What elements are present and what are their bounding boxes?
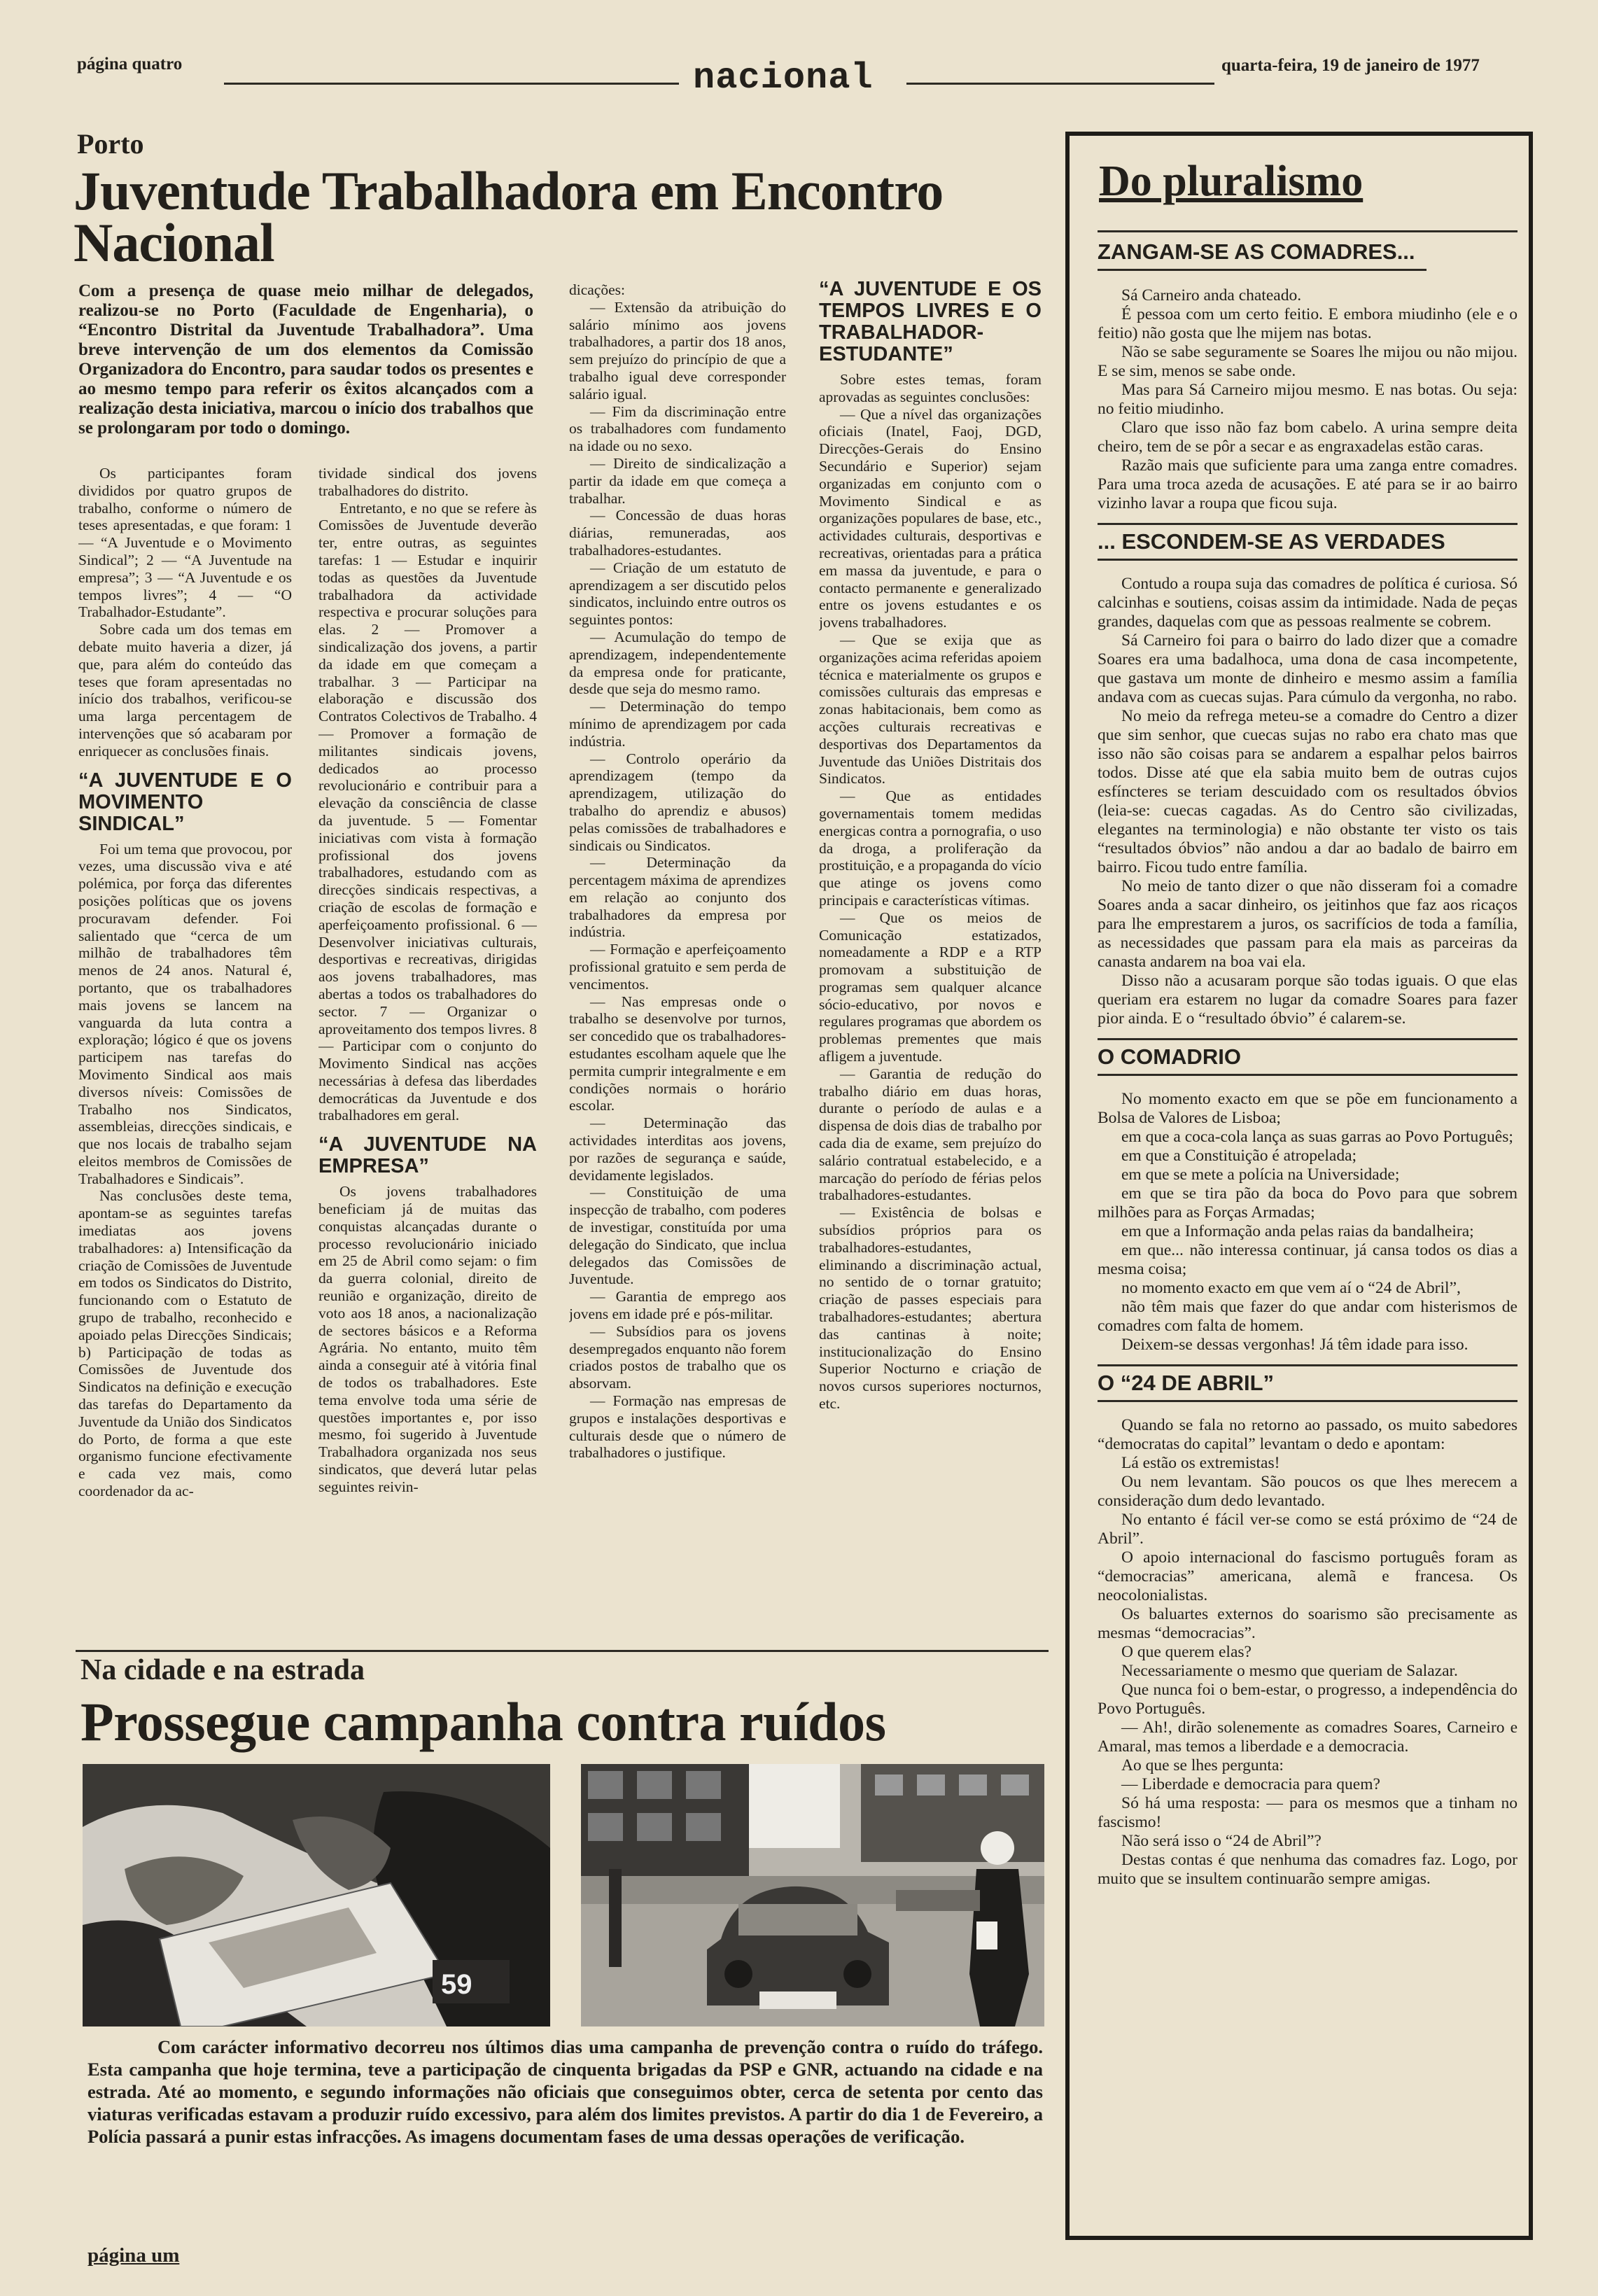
paragraph: — Formação e aperfeiçoamento profissional gratuito e sem perda de vencimentos. [569,941,786,993]
paragraph: Claro que isso não faz bom cabelo. A urina sempre deita cheiro, tem de se pôr a secar e as engraxadelas estão caras. [1098,419,1518,456]
article-divider [76,1650,1049,1652]
header-rule-left [224,83,679,85]
section-heading: ZANGAM-SE AS COMADRES... [1098,239,1415,264]
paragraph: em que se tira pão da boca do Povo para que sobrem milhões para as Forças Armadas; [1098,1184,1518,1222]
section-heading: O COMADRIO [1098,1044,1241,1069]
paragraph: Sobre cada um dos temas em debate muito haveria a dizer, já que, para além do conteúdo das teses que foram apresentadas no início dos trabalhos, verificou-se uma larga percentagem de intervenções que só acabaram por enriquecer as conclusões finais. [78,621,292,760]
paragraph: tividade sindical dos jovens trabalhadores do distrito. [318,465,537,499]
headline-line-1: Juventude Trabalhadora em Encontro [73,160,944,221]
paragraph: — Acumulação do tempo de aprendizagem, independentemente da empresa onde for praticante, desde que seja do mesmo ramo. [569,628,786,698]
paragraph: Os jovens trabalhadores beneficiam já de muitas das conquistas alcançadas durante o processo revolucionário iniciado em 25 de Abril como sejam: o fim da guerra colonial, direito de reunião e organização, direito de voto aos 18 anos, a nacionalização de sectores básicos e a Reforma Agrária. No entanto, muito têm ainda a conseguir até à vitória final de todos os trabalhadores. Este tema envolve toda uma série de questões importantes e, por isso mesmo, foi sugerido à Juventude Trabalhadora organizada nos seus sindicatos, que deverá lutar pelas seguintes reivin- [318,1183,537,1495]
paragraph: dicações: [569,281,625,298]
paragraph: Só há uma resposta: — para os mesmos que a tinham no fascismo! [1098,1794,1518,1831]
paragraph: No momento exacto em que se põe em funcionamento a Bolsa de Valores de Lisboa; [1098,1090,1518,1127]
paragraph: Os participantes foram divididos por quatro grupos de trabalho, conforme o número de teses apresentadas, e que foram: 1 — “A Juventude e o Movimento Sindical”; 2 — “A Juventude na empresa”; 3 — “A Juventude e os tempos livres”; 4 — “O Trabalhador-Estudante”. [78,465,292,621]
paragraph: — Determinação do tempo mínimo de aprendizagem por cada indústria. [569,698,786,750]
article-column-1 [78,465,292,1648]
paragraph: — Direito de sindicalização a partir da idade em que começa a trabalhar. [569,454,786,507]
photo-sound-meter [83,1764,550,2026]
paragraph: Sobre estes temas, foram aprovadas as seguintes conclusões: [819,371,1042,405]
issue-date: quarta-feira, 19 de janeiro de 1977 [1221,56,1480,75]
opinion-body [1098,239,1518,2229]
paragraph: em que a Informação anda pelas raias da bandalheira; [1121,1222,1474,1240]
section-text [1098,575,1518,1028]
section-title: nacional [693,57,874,99]
page-number: página quatro [77,55,183,74]
paragraph: Nas conclusões deste tema, apontam-se as seguintes tarefas imediatas aos jovens trabalhadores: a) Intensificação da criação de Comissões de Juventude em todos os Sindicatos do Distrito, funcionando com o Estatuto de grupo de trabalho, reconhecido e apoiado pelas Direcções Sindicais; b) Participação de todas as Comissões de Juventude dos Sindicatos na definição e execução das tarefas do Departamento da Juventude da União dos Sindicatos do Porto, de forma a que este organismo funcione efectivamente e cada vez mais, como coordenador da ac- [78,1187,292,1500]
section-rule [1098,523,1518,525]
paragraph: Necessariamente o mesmo que queriam de Salazar. [1121,1662,1458,1680]
paragraph: no momento exacto em que vem aí o “24 de Abril”, [1121,1279,1461,1297]
paragraph: Sá Carneiro anda chateado. [1121,286,1302,304]
paragraph: Lá estão os extremistas! [1121,1454,1280,1472]
paragraph: — Liberdade e democracia para quem? [1121,1775,1380,1793]
paragraph: Não se sabe seguramente se Soares lhe mijou ou não mijou. E se sim, menos se sabe onde. [1098,343,1518,380]
article-column-3 [569,281,786,1646]
headline-line-2: Nacional [73,212,274,273]
paragraph: Disso não a acusaram porque são todas iguais. O que elas queriam era estarem no lugar da comadre Soares para fazer pior ainda. E o “resultado óbvio” é calarem-se. [1098,972,1518,1028]
paragraph: Razão mais que suficiente para uma zanga entre comadres. Para uma troca azeda de acusações. E até para se ir ao bairro vizinho lavar a roupa que ficou suja. [1098,456,1518,512]
paragraph: — Que a nível das organizações oficiais (Inatel, Faoj, DGD, Direcções-Gerais do Ensino Secundário e Superior) sejam organizadas em conjunto com o Movimento Sindical e as organizações populares de base, etc., actividades culturais, desportivas e recreativas, orientadas para a prática em massa da juventude, e para o contacto permanente e generalizado entre os jovens estudantes e os jovens trabalhadores. [819,405,1042,631]
article-kicker: Porto [77,128,144,160]
paragraph: Entretanto, e no que se refere às Comissões de Juventude deverão ter, entre outras, as seguintes tarefas: 1 — Estudar e inquirir todas as questões da Juventude trabalhadora da actividade respectiva e procurar soluções para elas. 2 — Promover a sindicalização dos jovens, a partir da idade em que começam a trabalhar. 3 — Participar na elaboração e discussão dos Contratos Colectivos de Trabalho. 4 — Promover a formação de militantes sindicais jovens, dedicados ao processo revolucionário e contribuir para a elevação da consciência de classe da juventude. 5 — Fomentar iniciativas com vista à formação profissional dos jovens trabalhadores, estudando com as direcções sindicais respectivas, a criação de escolas de formação e aperfeiçoamento profissional. 6 — Desenvolver iniciativas culturais, desportivas e recreativas, dirigidas aos jovens trabalhadores, mas abertas a todos os trabalhadores do sector. 7 — Organizar o aproveitamento dos tempos livres. 8 — Participar com o conjunto do Movimento Sindical nas acções necessárias à defesa das liberdades democráticas da Juventude e dos trabalhadores em geral. [318,499,537,1124]
paragraph: Destas contas é que nenhuma das comadres faz. Logo, por muito que se insultem continuarão sempre amigas. [1098,1851,1518,1888]
paragraph: — Criação de um estatuto de aprendizagem a ser discutido pelos sindicatos, incluindo entre outros os seguintes pontos: [569,559,786,629]
section-text [1098,1416,1518,1889]
paragraph: — Que se exija que as organizações acima referidas apoiem técnica e materialmente os grupos e comissões culturais das empresas e zonas habitacionais, bem como as acções culturais recreativas e desportivas dos Departamentos da Juventude das Uniões Distritais dos Sindicatos. [819,631,1042,788]
title-rule [1098,230,1518,232]
opinion-title: Do pluralismo [1099,158,1364,205]
paragraph: O que querem elas? [1121,1643,1252,1661]
paragraph: Sá Carneiro foi para o bairro do lado dizer que a comadre Soares era uma badalhoca, uma dona de casa incompetente, que gastava um monte de dinheiro e mesmo assim a família andava com as cuecas sujas. Para cúmulo da vergonha, no rabo. [1098,631,1518,706]
paragraph: Que nunca foi o bem-estar, o progresso, a independência do Povo Português. [1098,1681,1518,1718]
paragraph: em que a coca-cola lança as suas garras ao Povo Português; [1121,1128,1513,1146]
paragraph: — Ah!, dirão solenemente as comadres Soares, Carneiro e Amaral, mas temos a liberdade e a democracia. [1098,1718,1518,1756]
paragraph: em que a Constituição é atropelada; [1121,1147,1357,1165]
paragraph: Os baluartes externos do soarismo são precisamente as mesmas “democracias”. [1098,1605,1518,1642]
paragraph: — Determinação da percentagem máxima de aprendizes em relação ao conjunto dos trabalhadores da empresa por indústria. [569,854,786,941]
article-headline [73,160,1053,273]
article-column-2 [318,465,537,1648]
paragraph: — Extensão da atribuição do salário mínimo aos jovens trabalhadores, a partir dos 18 anos, sem prejuízo do princípio de que a trabalho igual deve corresponder salário igual. [569,298,786,402]
photo-caption: Com carácter informativo decorreu nos últimos dias uma campanha de prevenção contra o ruído do tráfego. Esta campanha que hoje termina, teve a participação de cinquenta brigadas da PSP e GNR, actuando na cidade e na estrada. Até ao momento, e segundo informações não oficiais que conseguimos obter, cerca de setenta por cento das viaturas verificadas estavam a produzir ruído excessivo, para além dos limites previstos. A partir do dia 1 de Fevereiro, a Polícia passará a punir estas infracções. As imagens documentam fases de uma dessas operações de verificação. [87,2036,1043,2147]
paragraph: — Existência de bolsas e subsídios próprios para os trabalhadores-estudantes, eliminando a discriminação actual, no sentido de o tornar gratuito; criação de passes especiais para trabalhadores-estudantes; abertura das cantinas à noite; institucionalização do Ensino Superior Nocturno e criação de novos cursos superiores nocturnos, etc. [819,1204,1042,1413]
section-heading: ... ESCONDEM-SE AS VERDADES [1098,529,1445,554]
article2-headline: Prossegue campanha contra ruídos [80,1691,886,1752]
paragraph: — Garantia de emprego aos jovens em idade pré e pós-militar. [569,1288,786,1323]
paragraph: não têm mais que fazer do que andar com histerismos de comadres com falta de homem. [1098,1298,1518,1335]
paragraph: — Formação nas empresas de grupos e instalações desportivas e culturais desde que o número de trabalhadores o justifique. [569,1392,786,1462]
footer-page-ref: página um [87,2244,180,2267]
paragraph: — Que os meios de Comunicação estatizados, nomeadamente a RDP e a RTP promovam a substituição de programas sem qualquer alcance sócio-educativo, por novos e regulares programas que abordem os problemas prementes que mais afligem a juventude. [819,909,1042,1065]
paragraph: No meio de tanto dizer o que não disseram foi a comadre Soares anda a sacar dinheiro, os jeitinhos que faz aos ricaços para lhe emprestarem a juros, os sacrifícios de toda a família, as necessidades que passam para ela mais as parceiras da canasta andarem na boa vai ela. [1098,877,1518,971]
subheading: “A JUVENTUDE E OS TEMPOS LIVRES E O TRABALHADOR-ESTUDANTE” [819,279,1042,365]
subheading: “A JUVENTUDE E O MOVIMENTO SINDICAL” [78,769,292,835]
header-rule-right [906,83,1214,85]
paragraph: em que se mete a polícia na Universidade; [1121,1166,1400,1184]
article-lead: Com a presença de quase meio milhar de delegados, realizou-se no Porto (Faculdade de Engenharia), o “Encontro Distrital da Juventude Trabalhadora”. Uma breve intervenção de um dos elementos da Comissão Organizadora do Encontro, para saudar todos os presentes e ao mesmo tempo para referir os êxitos alcançados com a realização desta iniciativa, marcou o início dos trabalhos que se prolongaram por todo o domingo. [78,281,533,438]
paragraph: O apoio internacional do fascismo português foram as “democracias” americana, alemã e francesa. Os neocolonialistas. [1098,1548,1518,1604]
paragraph: Ou nem levantam. São poucos os que lhes merecem a consideração dum dedo levantado. [1098,1473,1518,1510]
paragraph: — Concessão de duas horas diárias, remuneradas, aos trabalhadores-estudantes. [569,507,786,559]
paragraph: — Garantia de redução do trabalho diário em duas horas, durante o período de aulas e a dispensa de dois dias de trabalho por cada dia de exame, sem prejuízo do salário contratual estabelecido, e a marcação do período de férias pelos trabalhadores-estudantes. [819,1065,1042,1204]
subheading: “A JUVENTUDE NA EMPRESA” [318,1133,537,1178]
paragraph: Não será isso o “24 de Abril”? [1121,1832,1322,1850]
paragraph: — Nas empresas onde o trabalho se desenvolve por turnos, ser concedido que os trabalhadores-estudantes escolham aquele que lhe permita cumprir integralmente e em condições normais o horário escolar. [569,993,786,1114]
paragraph: em que... não interessa continuar, já cansa todos os dias a mesma coisa; [1098,1241,1518,1278]
section-rule [1098,1364,1518,1366]
section-rule [1098,269,1427,271]
paragraph: Quando se fala no retorno ao passado, os muito sabedores “democratas do capital” levantam o dedo e apontam: [1098,1416,1518,1453]
paragraph: No entanto é fácil ver-se como se está próximo de “24 de Abril”. [1098,1511,1518,1548]
paragraph: Foi um tema que provocou, por vezes, uma discussão viva e até polémica, por força das diferentes posições políticas que os jovens procuravam defender. Foi salientado que “cerca de um milhão de trabalhadores têm menos de 24 anos. Natural é, portanto, que os trabalhadores mais jovens se lancem na vanguarda da luta contra a exploração; lógico é que os jovens participem nas tarefas do Movimento Sindical aos mais diversos níveis: Comissões de Trabalho nos Sindicatos, assembleias, direcções sindicais, e que nos locais de trabalho sejam eleitos membros de Comissões de Trabalhadores e Sindicais”. [78,840,292,1187]
paragraph: — Constituição de uma inspecção de trabalho, com poderes de investigar, constituída por uma delegação do Sindicato, que inclua delegados das Comissões de Juventude. [569,1184,786,1288]
meter-label: 59 [441,1969,472,2000]
paragraph: Mas para Sá Carneiro mijou mesmo. E nas botas. Ou seja: no feitio miudinho. [1098,381,1518,418]
paragraph: No meio da refrega meteu-se a comadre do Centro a dizer que sim senhor, que cuecas sujas no rabo era chato mas que isso não são coisas para se andarem a espalhar pelos bairros todos. Disse até que ela sabia muito bem de outras cujos esfíncteres se teriam descuidado com os resultados óbvios (leia-se: cuecas cagadas. As do Centro são civilizadas, elegantes na terminologia) e não obstante ter visto os tais “resultados óbvios” não andou a dar ao badalo de bairro em bairro. Ficou tudo entre família. [1098,707,1518,876]
article-column-4 [819,279,1042,1647]
paragraph: — Fim da discriminação entre os trabalhadores com fundamento na idade ou no sexo. [569,402,786,455]
paragraph: — Subsídios para os jovens desempregados enquanto não forem criados postos de trabalho que os absorvam. [569,1322,786,1392]
section-text [1098,286,1518,513]
section-heading: O “24 DE ABRIL” [1098,1371,1275,1395]
photo-street-inspection [581,1764,1044,2026]
paragraph: — Determinação das actividades interditas aos jovens, por razões de segurança e saúde, devidamente legislados. [569,1114,786,1184]
section-rule [1098,559,1518,561]
paragraph: Contudo a roupa suja das comadres de política é curiosa. Só calcinhas e soutiens, coisas assim da intimidade. Nada de peças grandes, daquelas com que as pessoas realmente se cobrem. [1098,575,1518,631]
article2-kicker: Na cidade e na estrada [80,1654,365,1686]
section-rule [1098,1400,1518,1402]
paragraph: — Controlo operário da aprendizagem (tempo da aprendizagem, utilização do trabalho do aprendiz e abusos) pelas comissões de trabalhadores e sindicais ou Sindicatos. [569,750,786,854]
section-rule [1098,1038,1518,1040]
paragraph: Deixem-se dessas vergonhas! Já têm idade para isso. [1121,1336,1469,1354]
paragraph: É pessoa com um certo feitio. E embora miudinho (ele e o feitio) não gosta que lhe mijem nas botas. [1098,305,1518,342]
paragraph: — Que as entidades governamentais tomem medidas energicas contra a pornografia, o uso da droga, a proliferação da prostituição, e a propaganda do vício que atinge os jovens como principais e características vítimas. [819,788,1042,909]
section-text [1098,1090,1518,1354]
opinion-box [1065,132,1533,2240]
section-rule [1098,1074,1518,1076]
paragraph: Ao que se lhes pergunta: [1121,1756,1284,1774]
